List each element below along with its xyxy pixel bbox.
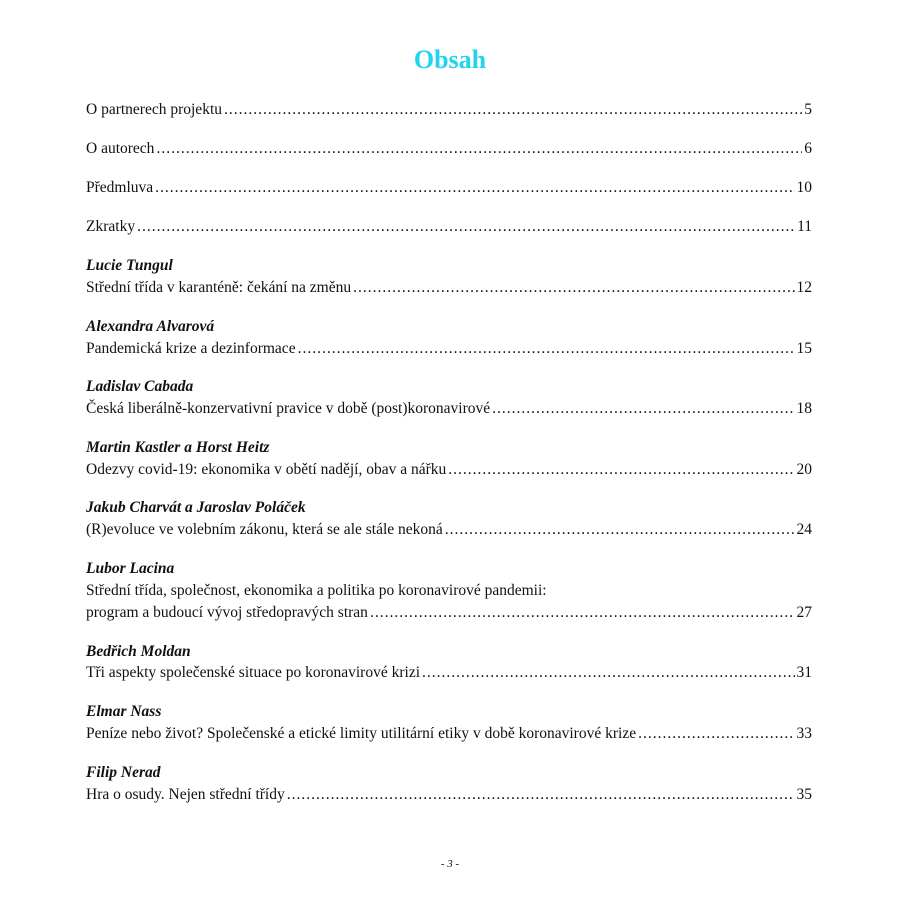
toc-entry-title: Odezvy covid-19: ekonomika v obětí nadějí, obav a nářku xyxy=(86,461,447,478)
toc-entry-page: 12 xyxy=(796,279,812,296)
toc-entry[interactable] xyxy=(86,663,812,683)
dot-leader xyxy=(156,139,802,159)
chapter-author: Ladislav Cabada xyxy=(86,378,194,395)
toc-entry[interactable] xyxy=(86,339,812,359)
chapter-author: Lubor Lacina xyxy=(86,560,175,577)
toc-entry-page: 31 xyxy=(796,664,812,681)
toc-entry-page: 15 xyxy=(796,340,812,357)
toc-entry-title: Česká liberálně-konzervativní pravice v době (post)koronavirové xyxy=(86,400,491,417)
toc-entry-page: 24 xyxy=(796,521,812,538)
chapter-author: Martin Kastler a Horst Heitz xyxy=(86,439,270,456)
toc-entry-page: 5 xyxy=(804,101,812,118)
toc-entry[interactable] xyxy=(86,460,812,480)
toc-entry-page: 33 xyxy=(796,725,812,742)
toc-entry-title: program a budoucí vývoj středopravých stran xyxy=(86,604,368,621)
toc-entry-page: 18 xyxy=(796,400,812,417)
toc-entry-title: (R)evoluce ve volebním zákonu, která se ale stále nekoná xyxy=(86,521,443,538)
chapter-author: Bedřich Moldan xyxy=(86,643,191,660)
toc-entry-page: 35 xyxy=(796,786,812,803)
toc-entry-title: Zkratky xyxy=(86,218,136,235)
toc-entry-title: Střední třída v karanténě: čekání na změnu xyxy=(86,279,352,296)
page-number: - 3 - xyxy=(440,858,460,870)
dot-leader xyxy=(155,178,794,198)
chapter-author: Elmar Nass xyxy=(86,703,162,720)
chapter-author: Filip Nerad xyxy=(86,764,161,781)
toc-entry-page: 11 xyxy=(797,218,812,235)
toc-entry-page: 6 xyxy=(804,140,812,157)
chapter-author: Lucie Tungul xyxy=(86,257,173,274)
toc-entry[interactable] xyxy=(86,278,812,298)
toc-entry[interactable] xyxy=(86,139,812,159)
toc-entry-page: 20 xyxy=(796,461,812,478)
toc-entry-title: O autorech xyxy=(86,140,155,157)
toc-entry[interactable] xyxy=(86,785,812,805)
dot-leader xyxy=(422,663,795,683)
dot-leader xyxy=(492,399,794,419)
toc-entry-title: Hra o osudy. Nejen střední třídy xyxy=(86,786,285,803)
toc-entry[interactable] xyxy=(86,100,812,120)
dot-leader xyxy=(370,603,795,623)
toc-entry[interactable] xyxy=(86,178,812,198)
toc-entry-title: Pandemická krize a dezinformace xyxy=(86,340,296,357)
chapter-author: Jakub Charvát a Jaroslav Poláček xyxy=(86,499,306,516)
toc-entry-title-line: Střední třída, společnost, ekonomika a politika po koronavirové pandemii: xyxy=(86,582,547,599)
dot-leader xyxy=(353,278,794,298)
toc-entry[interactable] xyxy=(86,217,812,237)
dot-leader xyxy=(224,100,802,120)
toc-entry[interactable] xyxy=(86,724,812,744)
toc-entry-page: 10 xyxy=(796,179,812,196)
toc-entry[interactable] xyxy=(86,520,812,540)
toc-entry[interactable] xyxy=(86,399,812,419)
dot-leader xyxy=(448,460,794,480)
toc-entry-title: Tři aspekty společenské situace po koronavirové krizi xyxy=(86,664,420,681)
dot-leader xyxy=(298,339,795,359)
dot-leader xyxy=(287,785,795,805)
toc-entry-page: 27 xyxy=(796,604,812,621)
dot-leader xyxy=(137,217,795,237)
dot-leader xyxy=(638,724,794,744)
chapter-author: Alexandra Alvarová xyxy=(86,318,215,335)
toc-entry[interactable] xyxy=(86,603,812,623)
toc-entry-title: Peníze nebo život? Společenské a etické limity utilitární etiky v době koronavirové krize xyxy=(86,725,637,742)
dot-leader xyxy=(445,520,795,540)
toc-entry-title: O partnerech projektu xyxy=(86,101,222,118)
page-title: Obsah xyxy=(413,45,487,74)
toc-entry-title: Předmluva xyxy=(86,179,154,196)
